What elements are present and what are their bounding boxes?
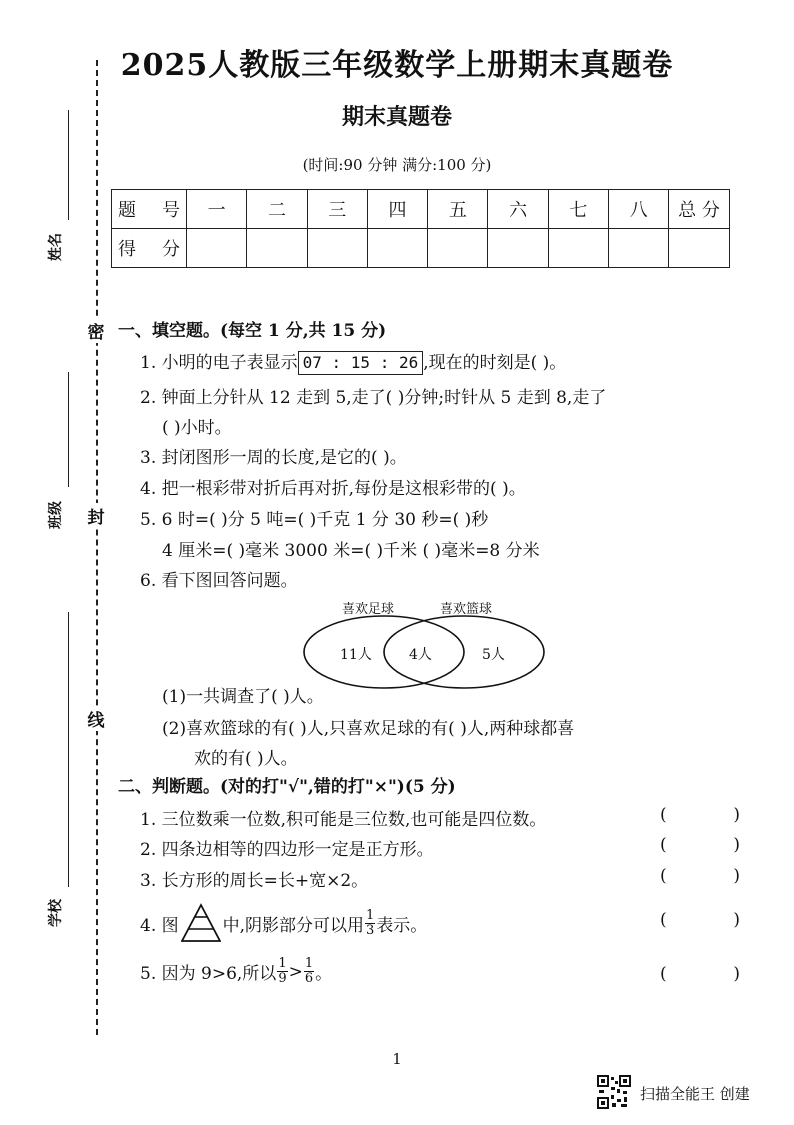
- s1-question-6-2-line2: 欢的有( )人。: [194, 749, 298, 769]
- class-write-line: [68, 372, 69, 487]
- s1-question-1: [140, 348, 566, 375]
- venn-both-count: 4人: [409, 647, 432, 663]
- fraction-denominator: 9: [278, 971, 287, 986]
- col-header-total: 总 分: [669, 190, 729, 229]
- s1-question-4: 4. 把一根彩带对折后再对折,每份是这根彩带的( )。: [140, 479, 526, 499]
- s1-question-6: 6. 看下图回答问题。: [140, 571, 298, 591]
- fraction-numerator: 1: [278, 956, 287, 971]
- fraction-one-third: [365, 909, 375, 938]
- row-label-question-number: 题 号: [112, 190, 187, 229]
- section2-heading: 二、判断题。(对的打"√",错的打"×")(5 分): [118, 777, 456, 797]
- col-header: 六: [488, 190, 548, 229]
- s2-question-2: 2. 四条边相等的四边形一定是正方形。: [140, 840, 434, 860]
- paren-close: ): [733, 866, 740, 886]
- score-cell: [247, 229, 307, 268]
- venn-right-only-count: 5人: [482, 647, 505, 663]
- score-cell: [488, 229, 548, 268]
- seal-char-xian: 线: [86, 706, 106, 731]
- name-label: 姓名: [48, 233, 64, 261]
- score-cell: [307, 229, 367, 268]
- fraction-one-ninth: [277, 957, 287, 986]
- col-header: 四: [367, 190, 427, 229]
- s2-question-4: [140, 903, 427, 943]
- scanner-brand-text: 扫描全能王 创建: [640, 1085, 750, 1103]
- fraction-numerator: 1: [304, 956, 314, 971]
- s2-q5-end: 。: [315, 964, 333, 984]
- fraction-one-sixth: [304, 957, 314, 986]
- paren-open: (: [660, 964, 667, 984]
- score-cell: [187, 229, 247, 268]
- s1-question-3: 3. 封闭图形一周的长度,是它的( )。: [140, 448, 407, 468]
- s1-q1-text-a: 1. 小明的电子表显示: [140, 353, 298, 373]
- s2-answer-paren-2: [660, 835, 740, 855]
- s2-q4-text-b: 中,阴影部分可以用: [222, 915, 365, 936]
- score-cell: [428, 229, 488, 268]
- triangle-figure-icon: [181, 903, 221, 943]
- s2-answer-paren-1: [660, 805, 740, 825]
- s1-q1-text-b: ,现在的时刻是( )。: [423, 353, 567, 373]
- s1-question-6-1: (1)一共调查了( )人。: [162, 687, 324, 707]
- s2-answer-paren-4: [660, 910, 740, 930]
- col-header: 七: [548, 190, 608, 229]
- paren-open: (: [660, 866, 667, 886]
- paren-close: ): [733, 964, 740, 984]
- binding-dashed-line: [96, 60, 98, 1035]
- fraction-denominator: 3: [366, 922, 375, 938]
- s1-question-2-line1: 2. 钟面上分针从 12 走到 5,走了( )分钟;时针从 5 走到 8,走了: [140, 388, 607, 408]
- venn-right-label: 喜欢篮球: [440, 602, 493, 617]
- score-cell: [367, 229, 427, 268]
- s2-q4-text-a: 4. 图: [140, 915, 179, 936]
- col-header: 五: [428, 190, 488, 229]
- col-header: 三: [307, 190, 367, 229]
- score-cell: [548, 229, 608, 268]
- seal-char-mi: 密: [86, 318, 106, 343]
- qr-code-icon: [597, 1075, 631, 1109]
- paren-open: (: [660, 805, 667, 825]
- score-cell: [609, 229, 669, 268]
- school-label: 学校: [48, 899, 64, 927]
- paren-close: ): [733, 910, 740, 930]
- venn-diagram: [300, 596, 560, 692]
- venn-left-only-count: 11人: [340, 647, 372, 663]
- score-table-header-row: [112, 190, 730, 229]
- school-write-line: [68, 612, 69, 887]
- s2-question-1: 1. 三位数乘一位数,积可能是三位数,也可能是四位数。: [140, 810, 547, 830]
- s2-answer-paren-5: [660, 964, 740, 984]
- page-subtitle: 期末真题卷: [341, 104, 452, 130]
- page-number: 1: [392, 1050, 402, 1068]
- s2-q4-text-c: 表示。: [376, 915, 428, 936]
- col-header: 二: [247, 190, 307, 229]
- fraction-denominator: 6: [304, 971, 314, 986]
- paren-open: (: [660, 910, 667, 930]
- class-label: 班级: [48, 501, 64, 529]
- col-header: 八: [609, 190, 669, 229]
- venn-left-label: 喜欢足球: [342, 602, 395, 617]
- section1-heading: 一、填空题。(每空 1 分,共 15 分): [118, 321, 387, 341]
- s2-question-5: [140, 957, 332, 986]
- paren-close: ): [733, 835, 740, 855]
- page-title: 2025人教版三年级数学上册期末真题卷: [120, 48, 674, 83]
- paren-open: (: [660, 835, 667, 855]
- s2-q5-text-a: 5. 因为 9>6,所以: [140, 964, 277, 984]
- s1-question-5-line2: 4 厘米=( )毫米 3000 米=( )千米 ( )毫米=8 分米: [162, 541, 540, 561]
- s2-question-3: 3. 长方形的周长=长+宽×2。: [140, 871, 369, 891]
- row-label-score: 得 分: [112, 229, 187, 268]
- score-table: [111, 189, 730, 268]
- digital-clock-display: 07 : 15 : 26: [298, 351, 424, 375]
- time-info: (时间:90 分钟 满分:100 分): [302, 156, 492, 174]
- score-table-score-row: [112, 229, 730, 268]
- fraction-numerator: 1: [366, 907, 375, 923]
- seal-char-feng: 封: [86, 503, 106, 528]
- s1-question-5-line1: 5. 6 时=( )分 5 吨=( )千克 1 分 30 秒=( )秒: [140, 510, 489, 530]
- s1-question-2-line2: ( )小时。: [162, 418, 232, 438]
- s2-answer-paren-3: [660, 866, 740, 886]
- s2-q5-greater-than: >: [288, 961, 303, 982]
- col-header: 一: [187, 190, 247, 229]
- score-cell-total: [669, 229, 729, 268]
- s1-question-6-2-line1: (2)喜欢篮球的有( )人,只喜欢足球的有( )人,两种球都喜: [162, 719, 575, 739]
- paren-close: ): [733, 805, 740, 825]
